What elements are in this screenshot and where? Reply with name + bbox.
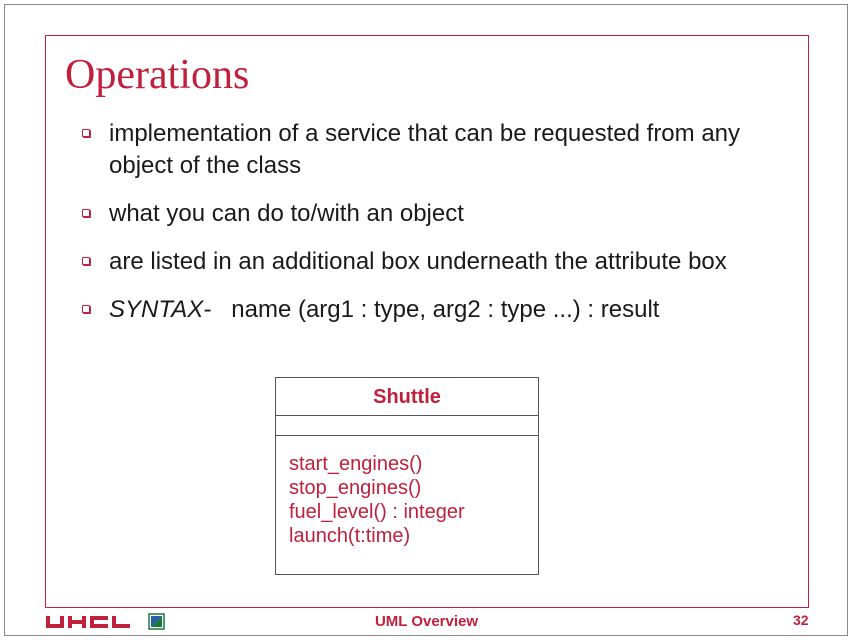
bullet-text: implementation of a service that can be requested from any object of the class <box>109 120 741 179</box>
bullet-text: are listed in an additional box underneath the attribute box <box>109 248 727 275</box>
bullet-item <box>82 246 782 278</box>
hollow-square-bullet-icon <box>82 129 90 137</box>
bullet-item <box>82 198 782 230</box>
hollow-square-bullet-icon <box>82 209 90 217</box>
uml-class-box <box>275 377 539 575</box>
hollow-square-bullet-icon <box>82 305 90 313</box>
bullet-item <box>82 118 782 182</box>
syntax-text: name (arg1 : type, arg2 : type ...) : result <box>231 296 660 323</box>
syntax-keyword: SYNTAX- <box>109 296 212 323</box>
slide-title: Operations <box>65 52 250 98</box>
uml-operation: fuel_level() : integer <box>289 501 465 523</box>
uml-operation: start_engines() <box>289 453 423 475</box>
uml-class-name: Shuttle <box>276 378 538 416</box>
uml-operation: launch(t:time) <box>289 525 411 547</box>
footer-title: UML Overview <box>374 613 479 630</box>
bullet-text: what you can do to/with an object <box>109 200 464 227</box>
bullet-item-syntax <box>82 294 782 326</box>
uml-class-operations-compartment <box>276 436 538 548</box>
bullet-list <box>82 118 782 342</box>
uml-operation: stop_engines() <box>289 477 422 499</box>
page-number: 32 <box>793 612 809 628</box>
hollow-square-bullet-icon <box>82 257 90 265</box>
uml-class-attributes-compartment <box>276 416 538 436</box>
